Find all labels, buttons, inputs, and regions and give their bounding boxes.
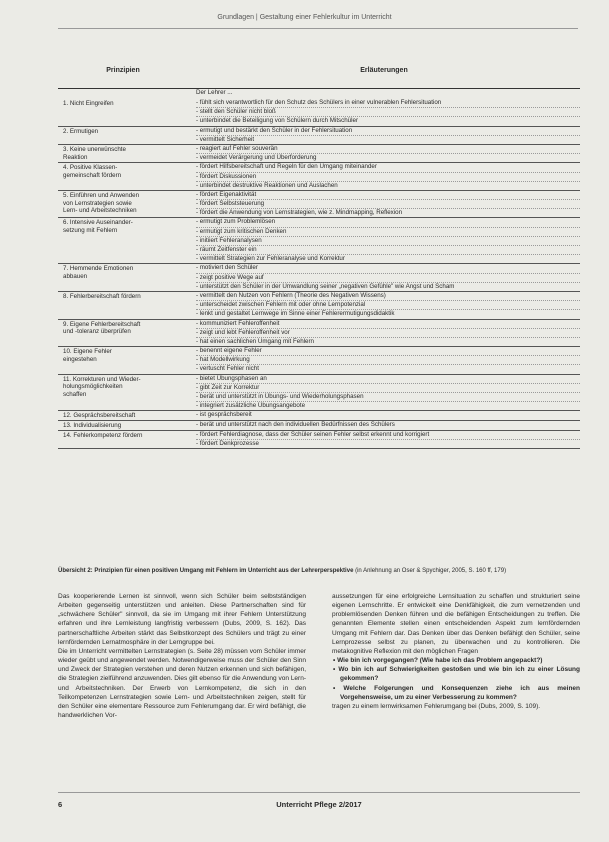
table-row (58, 292, 580, 320)
explanation-line: - fördert Selbststeuerung (196, 200, 580, 209)
explanation-line: - benennt eigene Fehler (196, 347, 580, 356)
explanation-cell (188, 218, 580, 263)
explanation-line: - vermittelt Strategien zur Fehleranalyse und Korrektur (196, 255, 345, 263)
table-row (58, 191, 580, 219)
body-paragraph: tragen zu einem lernwirksamen Fehlerumgang bei (Dubs, 2009, S. 109). (332, 702, 541, 710)
table-subheader: Der Lehrer ... (196, 89, 233, 96)
table-row (58, 347, 580, 375)
table-header-principles: Prinzipien (106, 67, 140, 74)
caption-source: (in Anlehnung an Oser & Spychiger, 2005, S. 160 ff, 179) (353, 568, 507, 574)
table-row (58, 411, 580, 421)
explanation-line: - fördert Eigenaktivität (196, 191, 580, 200)
table-row (58, 99, 580, 127)
explanation-line: - ermutigt zum Problemlösen (196, 218, 580, 227)
running-head: Grundlagen | Gestaltung einer Fehlerkultur im Unterricht (217, 14, 392, 21)
header-rule (58, 28, 578, 29)
principle-cell (58, 218, 188, 263)
explanation-line: - lenkt und gestaltet Lernwege im Sinne einer Fehlerermutigungsdidaktik (196, 310, 395, 318)
principle-cell (58, 163, 188, 190)
explanation-line: - vermittelt den Nutzen von Fehlern (Theorie des Negativen Wissens) (196, 292, 580, 301)
principle-text: 7. Hemmende Emotionen (63, 265, 134, 273)
explanation-line: - fördert Denkprozesse (196, 440, 259, 448)
body-paragraph: Die im Unterricht vermittelten Lernstrategien (s. Seite 28) müssen vom Schüler immer wieder geübt und angewendet werden. Notwendigerweise muss der Schüler den Sinn und Zweck der Strategien verstehen und deren Nutzen erkennen und sich befähigen, die Strategien zielführend anzuwenden. Dies gilt ebenso für die Anwendung von Lern- und Arbeitstechniken. Der Erwerb von Lernkompetenz, die sich in den Teilkompetenzen Lernstrategien sowie Lern- und Arbeitstechniken zeigen, stellt für den Schüler eine elementare Ressource zum Fehlerumgang dar. Er wird befähigt, die handwerklichen Vor- (58, 647, 306, 720)
explanation-line: - ermutigt zum kritischen Denken (196, 228, 580, 237)
principle-cell (58, 127, 188, 144)
principle-text: 11. Korrekturen und Wieder- (63, 375, 141, 383)
explanation-line: - ist gesprächsbereit (196, 411, 252, 419)
table-row (58, 431, 580, 449)
principle-cell (58, 375, 188, 411)
principle-cell (58, 145, 188, 162)
principle-text: eingestehen (63, 355, 97, 363)
principle-cell (58, 411, 188, 420)
explanation-line: - hat einen sachlichen Umgang mit Fehlern (196, 337, 314, 345)
principle-cell (58, 320, 188, 347)
table-row (58, 163, 580, 191)
explanation-line: - berät und unterstützt nach den individuellen Bedürfnissen des Schülers (196, 421, 395, 429)
explanation-line: - vermeidet Verärgerung und Überforderung (196, 154, 317, 162)
explanation-cell (188, 99, 580, 126)
principle-text: Reaktion (63, 153, 88, 161)
principle-text: 12. Gesprächsbereitschaft (63, 412, 136, 420)
principle-cell (58, 99, 188, 126)
explanation-line: - unterbindet destruktive Reaktionen und Auslachen (196, 181, 338, 189)
explanation-cell (188, 375, 580, 411)
table-row (58, 320, 580, 348)
body-paragraph: Das kooperierende Lernen ist sinnvoll, wenn sich Schüler beim selbstständigen Arbeiten gegenseitig unterstützen und anleiten. Diese Partnerschaften sind für „schwächere Schüler" sinnvoll, da sie im Umgang mit ihrer Fehlern Unterstützung erfahren und ihre Lernleistung langfristig verbessern (Dubs, 2009, S. 162). Das partnerschaftliche Arbeiten stärkt das Selbstkonzept des Schülers und trägt zu einer lernfördernden Lernatmosphäre in der Lerngruppe bei. (58, 593, 306, 646)
principle-text: 14. Fehlerkompetenz fördern (63, 431, 143, 439)
principle-text: 9. Eigene Fehlerbereitschaft (63, 320, 141, 328)
table-caption (58, 567, 580, 575)
table-header (58, 60, 580, 89)
table-row (58, 264, 580, 292)
principle-text: gemeinschaft fördern (63, 172, 122, 180)
explanation-line: - bietet Übungsphasen an (196, 375, 580, 384)
body-column-right (332, 592, 580, 711)
explanation-cell (188, 264, 580, 291)
caption-title: Übersicht 2: Prinzipien für einen positiven Umgang mit Fehlern im Unterricht aus der Lehrerperspektive (58, 568, 354, 574)
question-bullet: • Wo bin ich auf Schwierigkeiten gestoßen und wie bin ich zu einer Lösung gekommen? (333, 666, 580, 683)
explanation-line: - fördert Hilfsbereitschaft und Regeln für den Umgang miteinander (196, 163, 580, 172)
principle-cell (58, 347, 188, 374)
explanation-line: - fördert Diskussionen (196, 173, 580, 182)
question-bullet: • Welche Folgerungen und Konsequenzen ziehe ich aus meinen Vorgehensweise, um zu einer Verbesserung zu kommen? (333, 684, 580, 701)
explanation-cell (188, 320, 580, 347)
table-row (58, 375, 580, 412)
explanation-line: - zeigt positive Wege auf (196, 274, 580, 283)
explanation-cell (188, 127, 580, 144)
principle-text: 8. Fehlerbereitschaft fördern (63, 292, 141, 300)
explanation-line: - stellt den Schüler nicht bloß (196, 108, 580, 117)
explanation-line: - zeigt und lebt Fehleroffenheit vor (196, 329, 580, 338)
principle-text: abbauen (63, 273, 88, 281)
explanation-line: - unterbindet die Beteiligung von Schülern durch Mitschüler (196, 117, 358, 125)
question-bullet: • Wie bin ich vorgegangen? (Wie habe ich das Problem angepackt?) (333, 657, 543, 665)
explanation-line: - vermittelt Sicherheit (196, 135, 255, 143)
explanation-cell (188, 411, 580, 420)
explanation-line: - räumt Zeitfenster ein (196, 246, 580, 255)
explanation-line: - motiviert den Schüler (196, 264, 580, 273)
explanation-line: - fördert die Anwendung von Lernstrategien, wie z. Mindmapping, Reflexion (196, 209, 403, 217)
principle-cell (58, 191, 188, 218)
explanation-line: - fördert Fehlerdiagnose, dass der Schüler seinen Fehler selbst erkennt und korrigiert (196, 431, 580, 440)
explanation-line: - unterstützt den Schüler in der Umwandlung seiner „negativen Gefühle" wie Angst und Scham (196, 282, 455, 290)
explanation-cell (188, 431, 580, 448)
explanation-cell (188, 191, 580, 218)
principle-text: 3. Keine unerwünschte (63, 145, 126, 153)
page-number: 6 (58, 800, 63, 809)
principle-text: 2. Ermutigen (63, 127, 99, 135)
explanation-line: - ermutigt und bestärkt den Schüler in der Fehlersituation (196, 127, 580, 136)
explanation-cell (188, 292, 580, 319)
explanation-line: - reagiert auf Fehler souverän (196, 145, 580, 154)
principle-text: setzung mit Fehlern (63, 227, 118, 235)
table-row (58, 218, 580, 264)
explanation-line: - integriert zusätzliche Übungsangebote (196, 402, 306, 410)
explanation-line: - fühlt sich verantwortlich für den Schutz des Schülers in einer vulnerablen Fehlersituation (196, 99, 580, 108)
principle-text: und -toleranz überprüfen (63, 328, 131, 336)
body-paragraph: aussetzungen für eine erfolgreiche Lernsituation zu schaffen und strukturiert seine eigenen Lernschritte. Er entwickelt eine Denkfähigkeit, die zum vernetzenden und problemlösenden Denken führen und die befähigen Entscheidungen zu treffen. Die genannten Elemente stellen einen entscheidenden Aspekt zum lernfördernden Umgang mit Fehlern dar. Das Denken über das Denken befähigt den Schüler, seine Lernprozesse selbst zu planen, zu überwachen und zu kontrollieren. Die metakognitive Reflexion mit den möglichen Fragen (332, 593, 580, 655)
table-row (58, 127, 580, 145)
principle-cell (58, 264, 188, 291)
table-row (58, 421, 580, 431)
principles-table (58, 60, 580, 449)
footer-rule (58, 792, 580, 793)
explanation-line: - berät und unterstützt in Übungs- und Wiederholungsphasen (196, 393, 580, 402)
principle-text: 13. Individualisierung (63, 422, 122, 430)
principle-text: 4. Positive Klassen- (63, 164, 118, 172)
principle-text: 5. Einführen und Anwenden (63, 191, 140, 199)
explanation-cell (188, 421, 580, 430)
table-row (58, 145, 580, 163)
explanation-cell (188, 347, 580, 374)
principle-cell (58, 421, 188, 430)
body-column-left (58, 592, 306, 720)
explanation-line: - vertuscht Fehler nicht (196, 365, 259, 373)
principle-text: schaffen (63, 391, 87, 399)
principle-text: 6. Intensive Auseinander- (63, 219, 133, 227)
explanation-line: - initiiert Fehleranalysen (196, 237, 580, 246)
principle-text: 1. Nicht Eingreifen (63, 100, 114, 107)
table-body (58, 99, 580, 449)
table-header-explanations: Erläuterungen (360, 67, 408, 74)
explanation-cell (188, 145, 580, 162)
principle-text: von Lernstrategien sowie (63, 199, 132, 207)
journal-issue: Unterricht Pflege 2/2017 (276, 800, 362, 809)
principle-text: Lern- und Arbeitstechniken (63, 207, 137, 215)
principle-cell (58, 431, 188, 448)
explanation-cell (188, 163, 580, 190)
explanation-line: - kommuniziert Fehleroffenheit (196, 320, 580, 329)
principle-cell (58, 292, 188, 319)
explanation-line: - gibt Zeit zur Korrektur (196, 384, 580, 393)
explanation-line: - hat Modellwirkung (196, 356, 580, 365)
explanation-line: - unterscheidet zwischen Fehlern mit oder ohne Lernpotenzial (196, 301, 580, 310)
principle-text: holungsmöglichkeiten (63, 383, 123, 391)
principle-text: 10. Eigene Fehler (63, 348, 112, 356)
